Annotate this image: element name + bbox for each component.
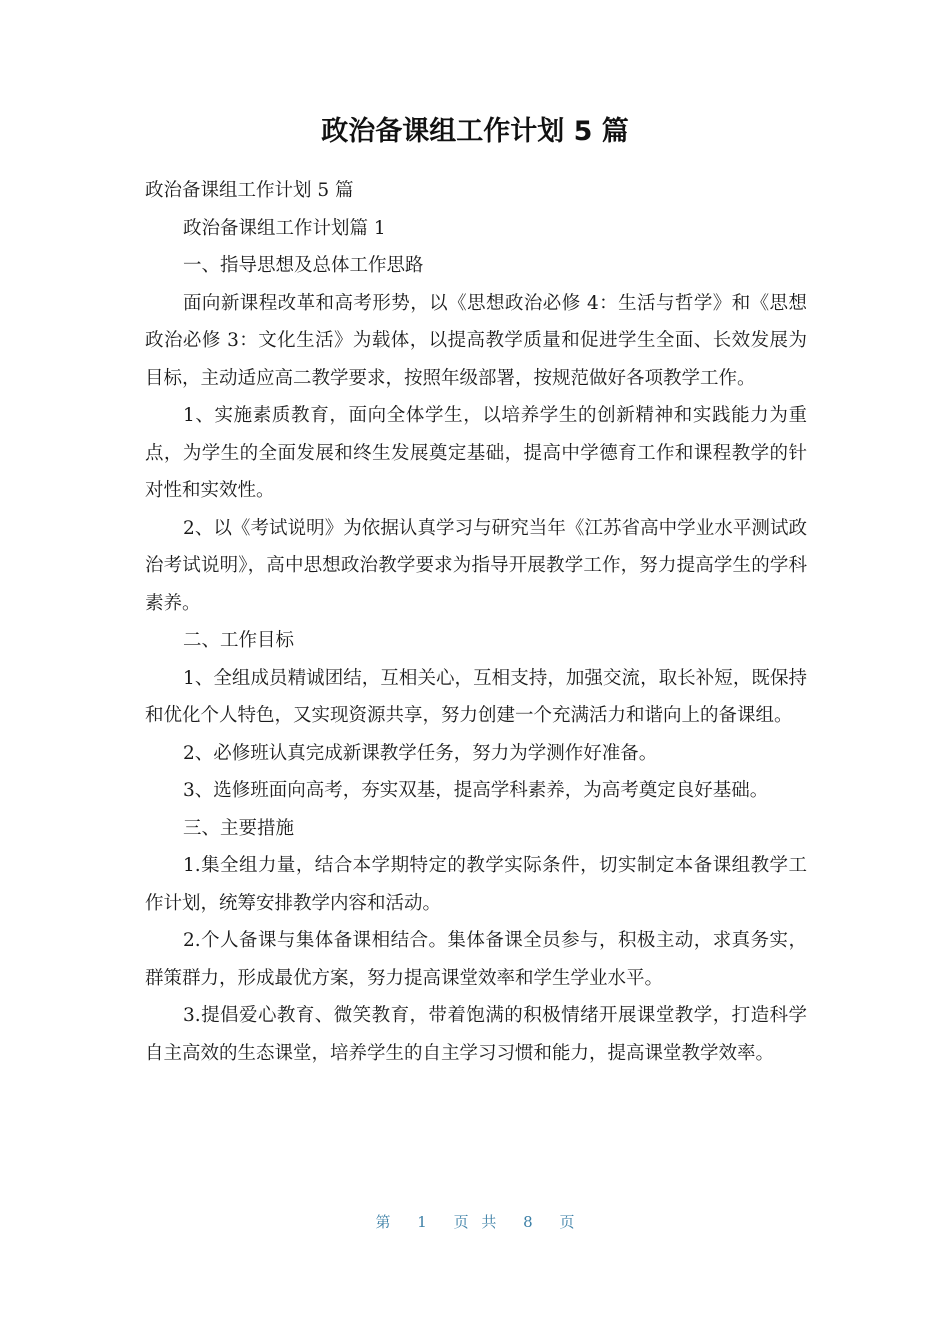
paragraph: 政治备课组工作计划 5 篇 (145, 180, 354, 201)
paragraph: 1.集全组力量，结合本学期特定的教学实际条件，切实制定本备课组教学工作计划，统筹安排教学内容和活动。 (145, 855, 807, 914)
paragraph: 2.个人备课与集体备课相结合。集体备课全员参与，积极主动，求真务实，群策群力，形成最优方案，努力提高课堂效率和学生学业水平。 (145, 930, 807, 989)
paragraph: 3.提倡爱心教育、微笑教育，带着饱满的积极情绪开展课堂教学，打造科学自主高效的生态课堂，培养学生的自主学习习惯和能力，提高课堂教学效率。 (145, 1005, 807, 1064)
paragraph: 2、必修班认真完成新课教学任务，努力为学测作好准备。 (183, 742, 658, 764)
paragraph: 政治备课组工作计划篇 1 (183, 217, 386, 239)
footer-middle: 页 共 (453, 1213, 497, 1231)
footer-prefix: 第 (375, 1213, 391, 1231)
current-page-number: 1 (417, 1213, 427, 1231)
section-heading: 三、主要措施 (183, 817, 295, 839)
footer-suffix: 页 (559, 1213, 575, 1231)
document-body (145, 172, 807, 1072)
paragraph: 1、全组成员精诚团结，互相关心，互相支持，加强交流，取长补短，既保持和优化个人特色，又实现资源共享，努力创建一个充满活力和谐向上的备课组。 (145, 667, 807, 726)
section-heading: 二、工作目标 (183, 630, 295, 651)
paragraph: 2、以《考试说明》为依据认真学习与研究当年《江苏省高中学业水平测试政治考试说明》，高中思想政治教学要求为指导开展教学工作，努力提高学生的学科素养。 (145, 517, 807, 614)
paragraph: 1、实施素质教育，面向全体学生，以培养学生的创新精神和实践能力为重点，为学生的全面发展和终生发展奠定基础，提高中学德育工作和课程教学的针对性和实效性。 (145, 405, 807, 501)
paragraph: 面向新课程改革和高考形势，以《思想政治必修 4：生活与哲学》和《思想政治必修 3：文化生活》为载体，以提高教学质量和促进学生全面、长效发展为目标，主动适应高二教学要求，按照年级部署，按规范做好各项教学工作。 (145, 292, 807, 389)
section-heading: 一、指导思想及总体工作思路 (183, 255, 424, 276)
page-footer (0, 1210, 950, 1234)
document-title: 政治备课组工作计划 5 篇 (321, 116, 629, 147)
paragraph: 3、选修班面向高考，夯实双基，提高学科素养，为高考奠定良好基础。 (183, 780, 769, 801)
total-pages-number: 8 (523, 1213, 533, 1231)
